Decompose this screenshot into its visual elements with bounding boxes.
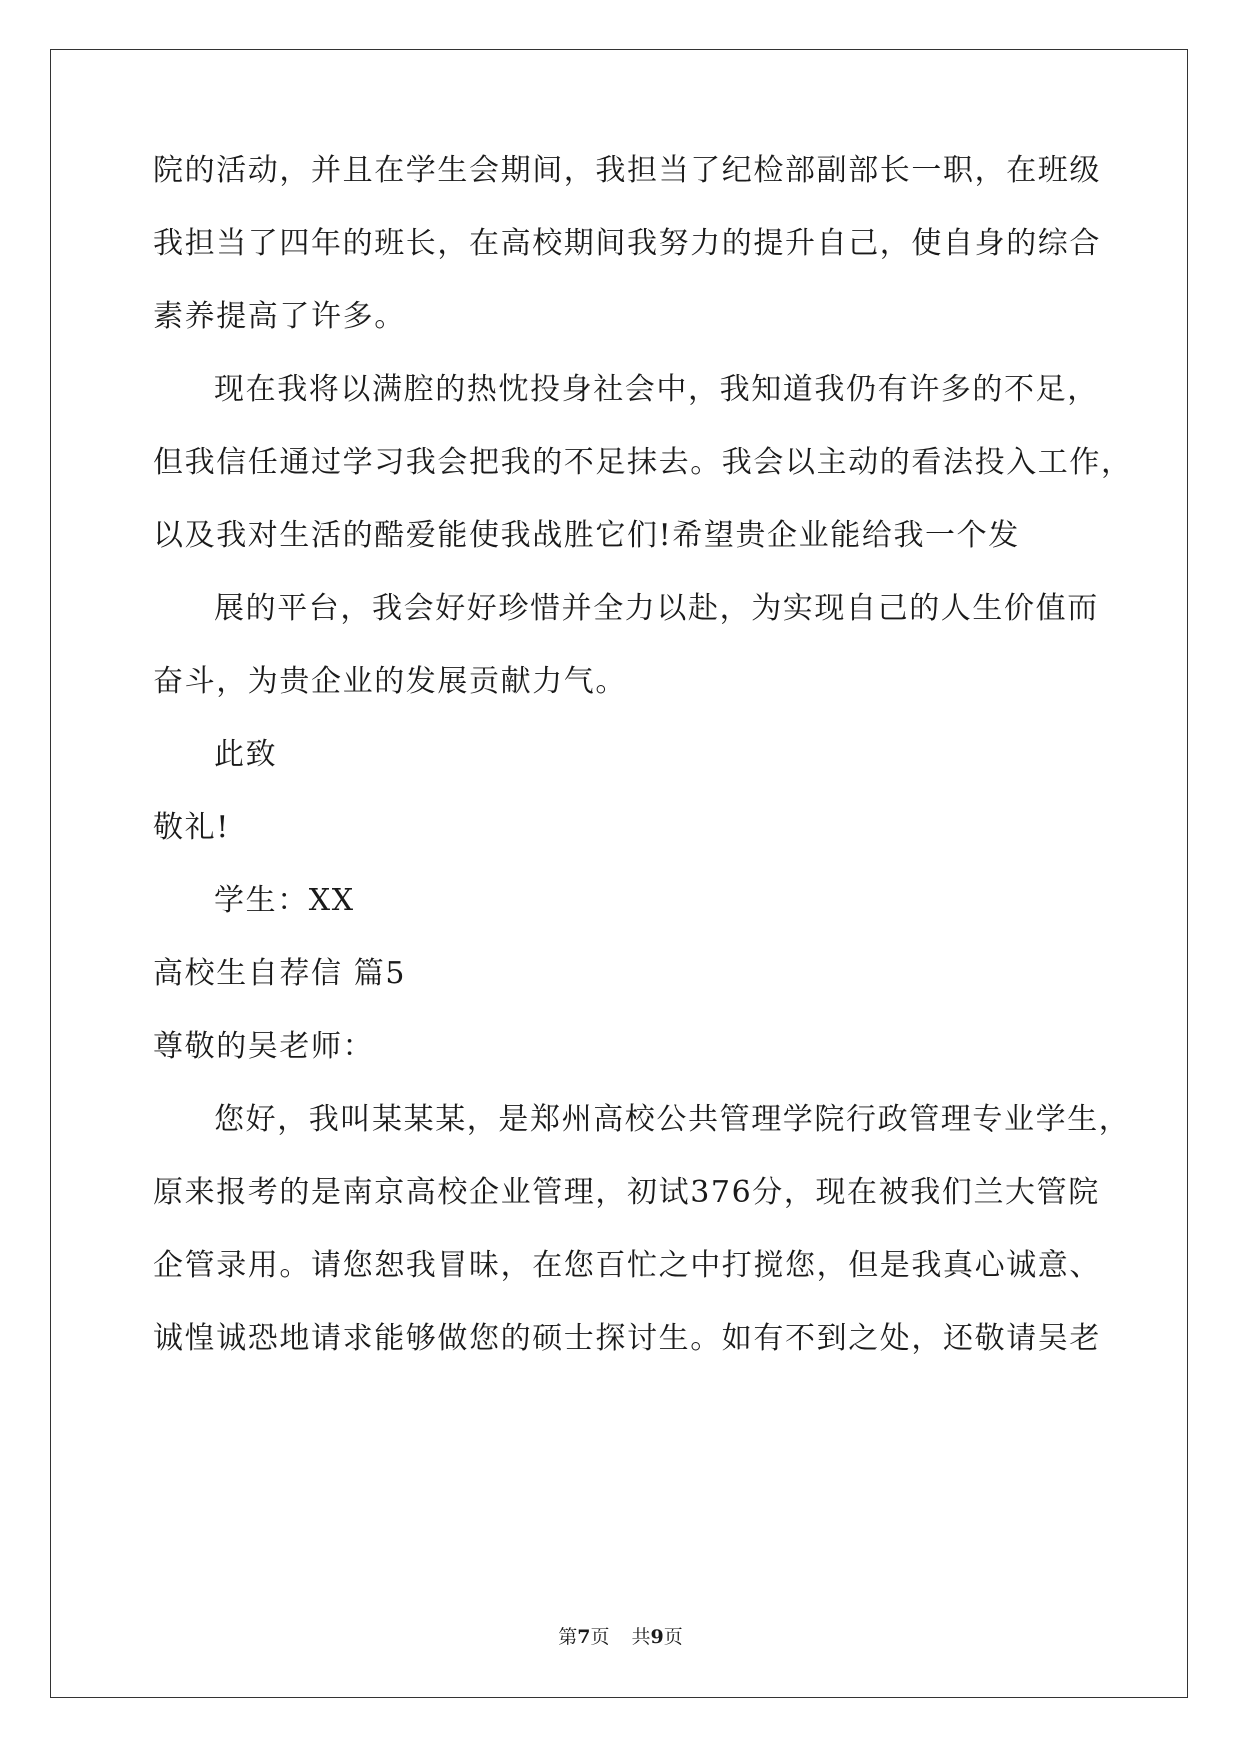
letter-greeting: 尊敬的吴老师： — [153, 1029, 375, 1064]
text-line-6: 以及我对生活的酷爱能使我战胜它们!希望贵企业能给我一个发 — [153, 518, 1020, 553]
footer-mid: 页 — [590, 1626, 610, 1648]
footer-suffix: 页 — [663, 1626, 683, 1648]
text-line-1: 院的活动，并且在学生会期间，我担当了纪检部副部长一职，在班级 — [153, 153, 1101, 188]
text-line-8: 奋斗，为贵企业的发展贡献力气。 — [153, 664, 627, 699]
closing-salutation: 此致 — [214, 737, 278, 772]
footer-page-number: 7 — [577, 1626, 591, 1648]
text-line-14: 您好，我叫某某某，是郑州高校公共管理学院行政管理专业学生， — [214, 1102, 1131, 1137]
footer-total-prefix: 共 — [631, 1626, 651, 1648]
text-line-3: 素养提高了许多。 — [153, 299, 406, 334]
text-line-4: 现在我将以满腔的热忱投身社会中，我知道我仍有许多的不足， — [214, 372, 1099, 407]
signature-line: 学生：XX — [214, 883, 355, 918]
text-line-7: 展的平台，我会好好珍惜并全力以赴，为实现自己的人生价值而 — [214, 591, 1099, 626]
footer-prefix: 第 — [558, 1626, 578, 1648]
text-line-2: 我担当了四年的班长，在高校期间我努力的提升自己，使自身的综合 — [153, 226, 1101, 261]
page-footer — [0, 1625, 1241, 1649]
section-heading: 高校生自荐信 篇5 — [153, 956, 407, 991]
closing-respect: 敬礼! — [153, 810, 230, 845]
text-line-5: 但我信任通过学习我会把我的不足抹去。我会以主动的看法投入工作， — [153, 445, 1133, 480]
footer-total-pages: 9 — [650, 1626, 664, 1648]
text-line-17: 诚惶诚恐地请求能够做您的硕士探讨生。如有不到之处，还敬请吴老 — [153, 1321, 1101, 1356]
text-line-16: 企管录用。请您恕我冒昧，在您百忙之中打搅您，但是我真心诚意、 — [153, 1248, 1101, 1283]
text-line-15: 原来报考的是南京高校企业管理，初试376分，现在被我们兰大管院 — [153, 1175, 1100, 1210]
